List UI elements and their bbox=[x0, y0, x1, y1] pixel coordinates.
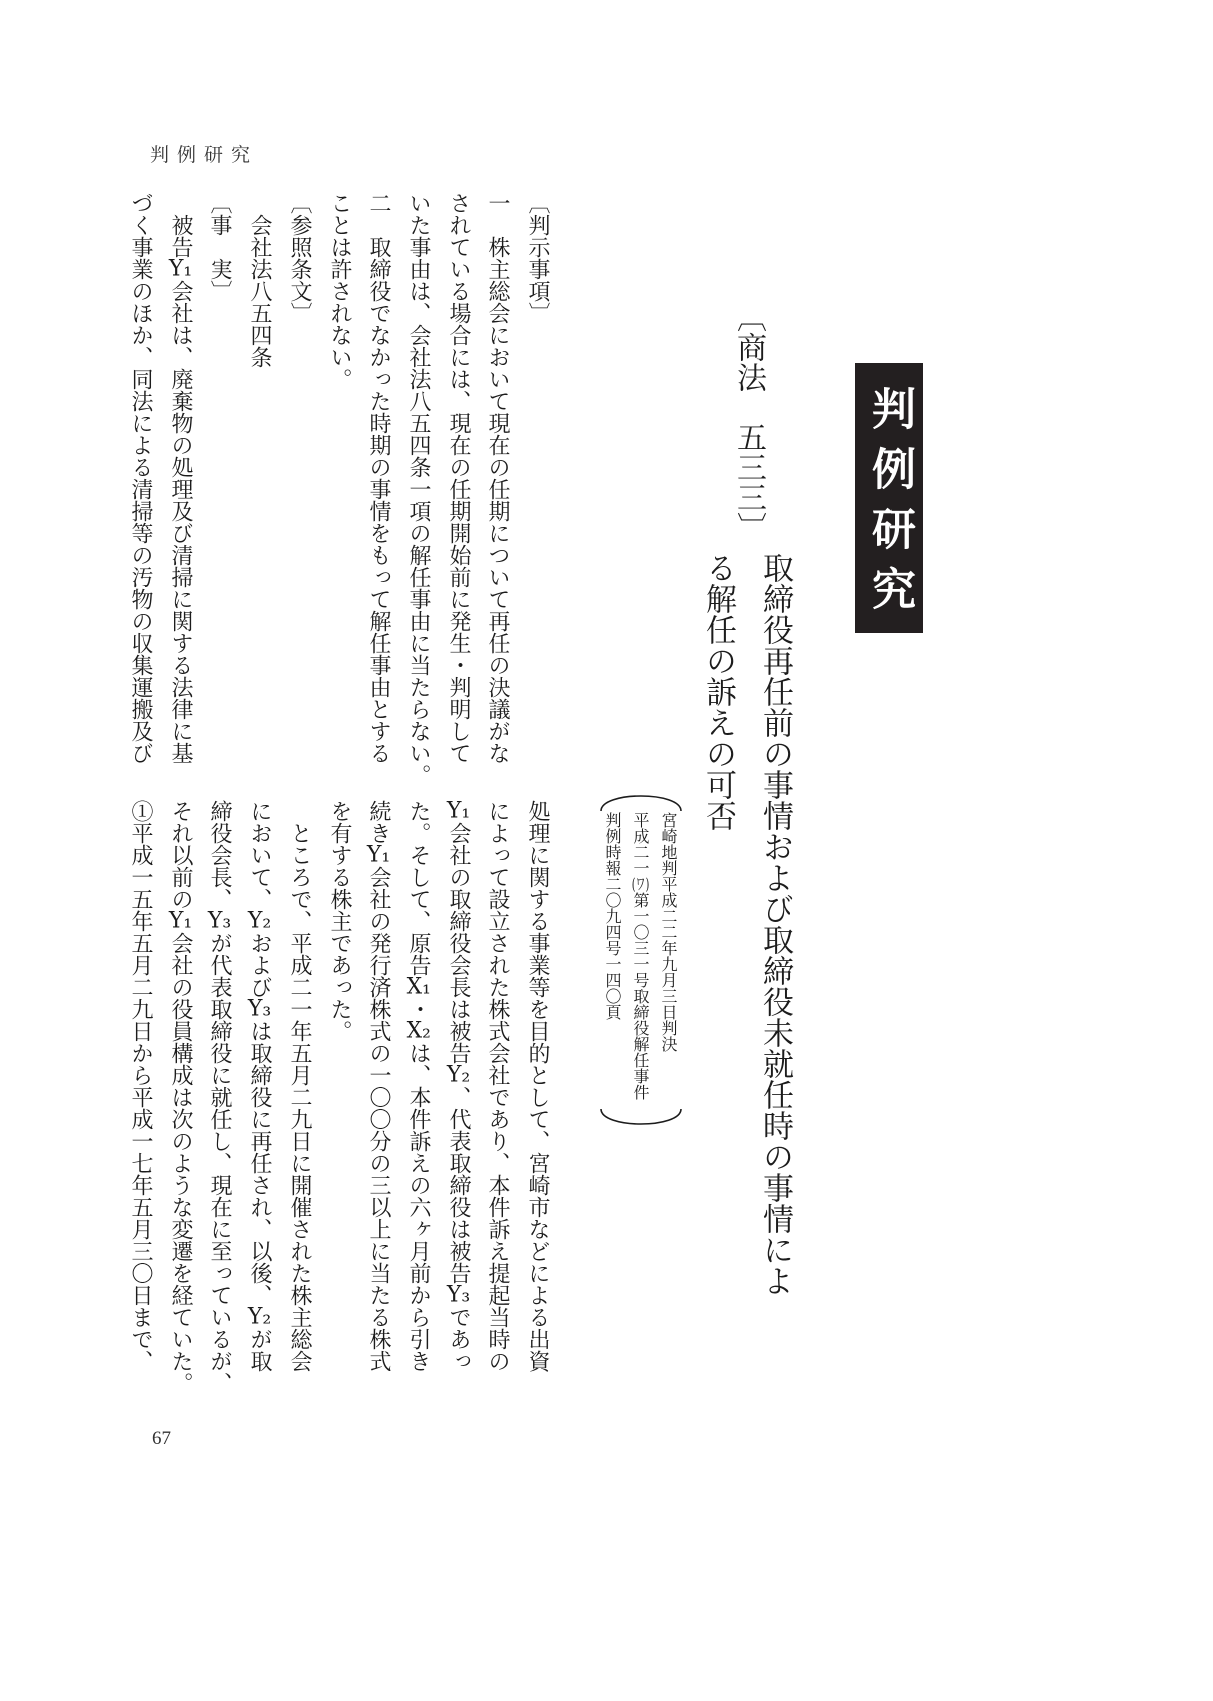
body-text-column: 処理に関する事業等を目的として、宮崎市などによる出資 bbox=[525, 800, 550, 1372]
body-text-column: 一 株主総会において現在の任期について再任の決議がな bbox=[485, 192, 510, 764]
body-text-column: いた事由は、会社法八五四条一項の解任事由に当たらない。 bbox=[406, 192, 431, 786]
upright-inline-token: X₂ bbox=[406, 1020, 431, 1042]
body-text-column: されている場合には、現在の任期開始前に発生・判明して bbox=[446, 192, 471, 764]
citation-docket-line: 平成二一(ワ)第一〇三一号取締役解任事件 bbox=[631, 812, 650, 1100]
case-title-line: 取締役再任前の事情および取締役未就任時の事情によ bbox=[757, 552, 793, 1296]
body-text-column: において、Y₂およびY₃は取締役に再任され、以後、Y₂が取 bbox=[247, 800, 272, 1372]
upright-inline-token: Y₁ bbox=[366, 844, 391, 866]
upright-inline-token: (ワ) bbox=[631, 876, 650, 892]
body-text-column: づく事業のほか、同法による清掃等の汚物の収集運搬及び bbox=[128, 192, 153, 764]
upright-inline-token: Y₂ bbox=[446, 1064, 471, 1086]
running-header: 判例研究 bbox=[150, 144, 259, 166]
upright-inline-token: Y₁ bbox=[168, 910, 193, 932]
body-text-column: によって設立された株式会社であり、本件訴え提起当時の bbox=[485, 800, 510, 1372]
body-text-column: それ以前のY₁会社の役員構成は次のような変遷を経ていた。 bbox=[168, 800, 193, 1394]
citation-close-bracket bbox=[598, 1108, 684, 1134]
upright-inline-token: X₁ bbox=[406, 976, 431, 998]
body-text-column: ①平成一五年五月二九日から平成一七年五月三〇日まで、 bbox=[128, 800, 153, 1372]
upright-inline-token: Y₃ bbox=[207, 910, 232, 932]
section-badge bbox=[855, 363, 923, 633]
citation-open-bracket bbox=[598, 786, 684, 812]
citation-reporter-line: 判例時報二〇九四号一四〇頁 bbox=[603, 812, 622, 1020]
citation-court-line: 宮崎地判平成二二年九月三日判決 bbox=[659, 812, 678, 1052]
body-text-column: た。そして、原告X₁・X₂は、本件訴えの六ヶ月前から引き bbox=[406, 800, 431, 1372]
case-category: 〔商法 五三三〕 bbox=[731, 302, 766, 542]
upright-inline-token: Y₃ bbox=[446, 1284, 471, 1306]
body-text-column: ことは許されない。 bbox=[327, 192, 352, 390]
body-text-column: を有する株主であった。 bbox=[327, 800, 352, 1042]
section-heading-facts: 〔事 実〕 bbox=[207, 192, 232, 302]
section-badge-label: 判例研究 bbox=[864, 386, 915, 626]
body-text-column: ところで、平成二一年五月二九日に開催された株主総会 bbox=[287, 800, 312, 1372]
body-text-column: 二 取締役でなかった時期の事情をもって解任事由とする bbox=[366, 192, 391, 764]
section-heading-holdings: 〔判示事項〕 bbox=[525, 192, 550, 324]
upright-inline-token: Y₃ bbox=[247, 998, 272, 1020]
body-text-column: 続きY₁会社の発行済株式の一〇〇分の三以上に当たる株式 bbox=[366, 800, 391, 1372]
section-heading-referenced-provisions: 〔参照条文〕 bbox=[287, 192, 312, 324]
upright-inline-token: Y₁ bbox=[168, 258, 193, 280]
body-text-column: 締役会長、Y₃が代表取締役に就任し、現在に至っているが、 bbox=[207, 800, 232, 1394]
body-text-column: Y₁会社の取締役会長は被告Y₂、代表取締役は被告Y₃であっ bbox=[446, 800, 471, 1372]
upright-inline-token: Y₂ bbox=[247, 910, 272, 932]
upright-inline-token: Y₁ bbox=[446, 800, 471, 822]
page-number: 67 bbox=[152, 1428, 171, 1449]
body-text-column: 被告Y₁会社は、廃棄物の処理及び清掃に関する法律に基 bbox=[168, 192, 193, 764]
case-title-line: る解任の訴えの可否 bbox=[700, 552, 736, 831]
body-text-column: 会社法八五四条 bbox=[247, 192, 272, 368]
upright-inline-token: Y₂ bbox=[247, 1306, 272, 1328]
